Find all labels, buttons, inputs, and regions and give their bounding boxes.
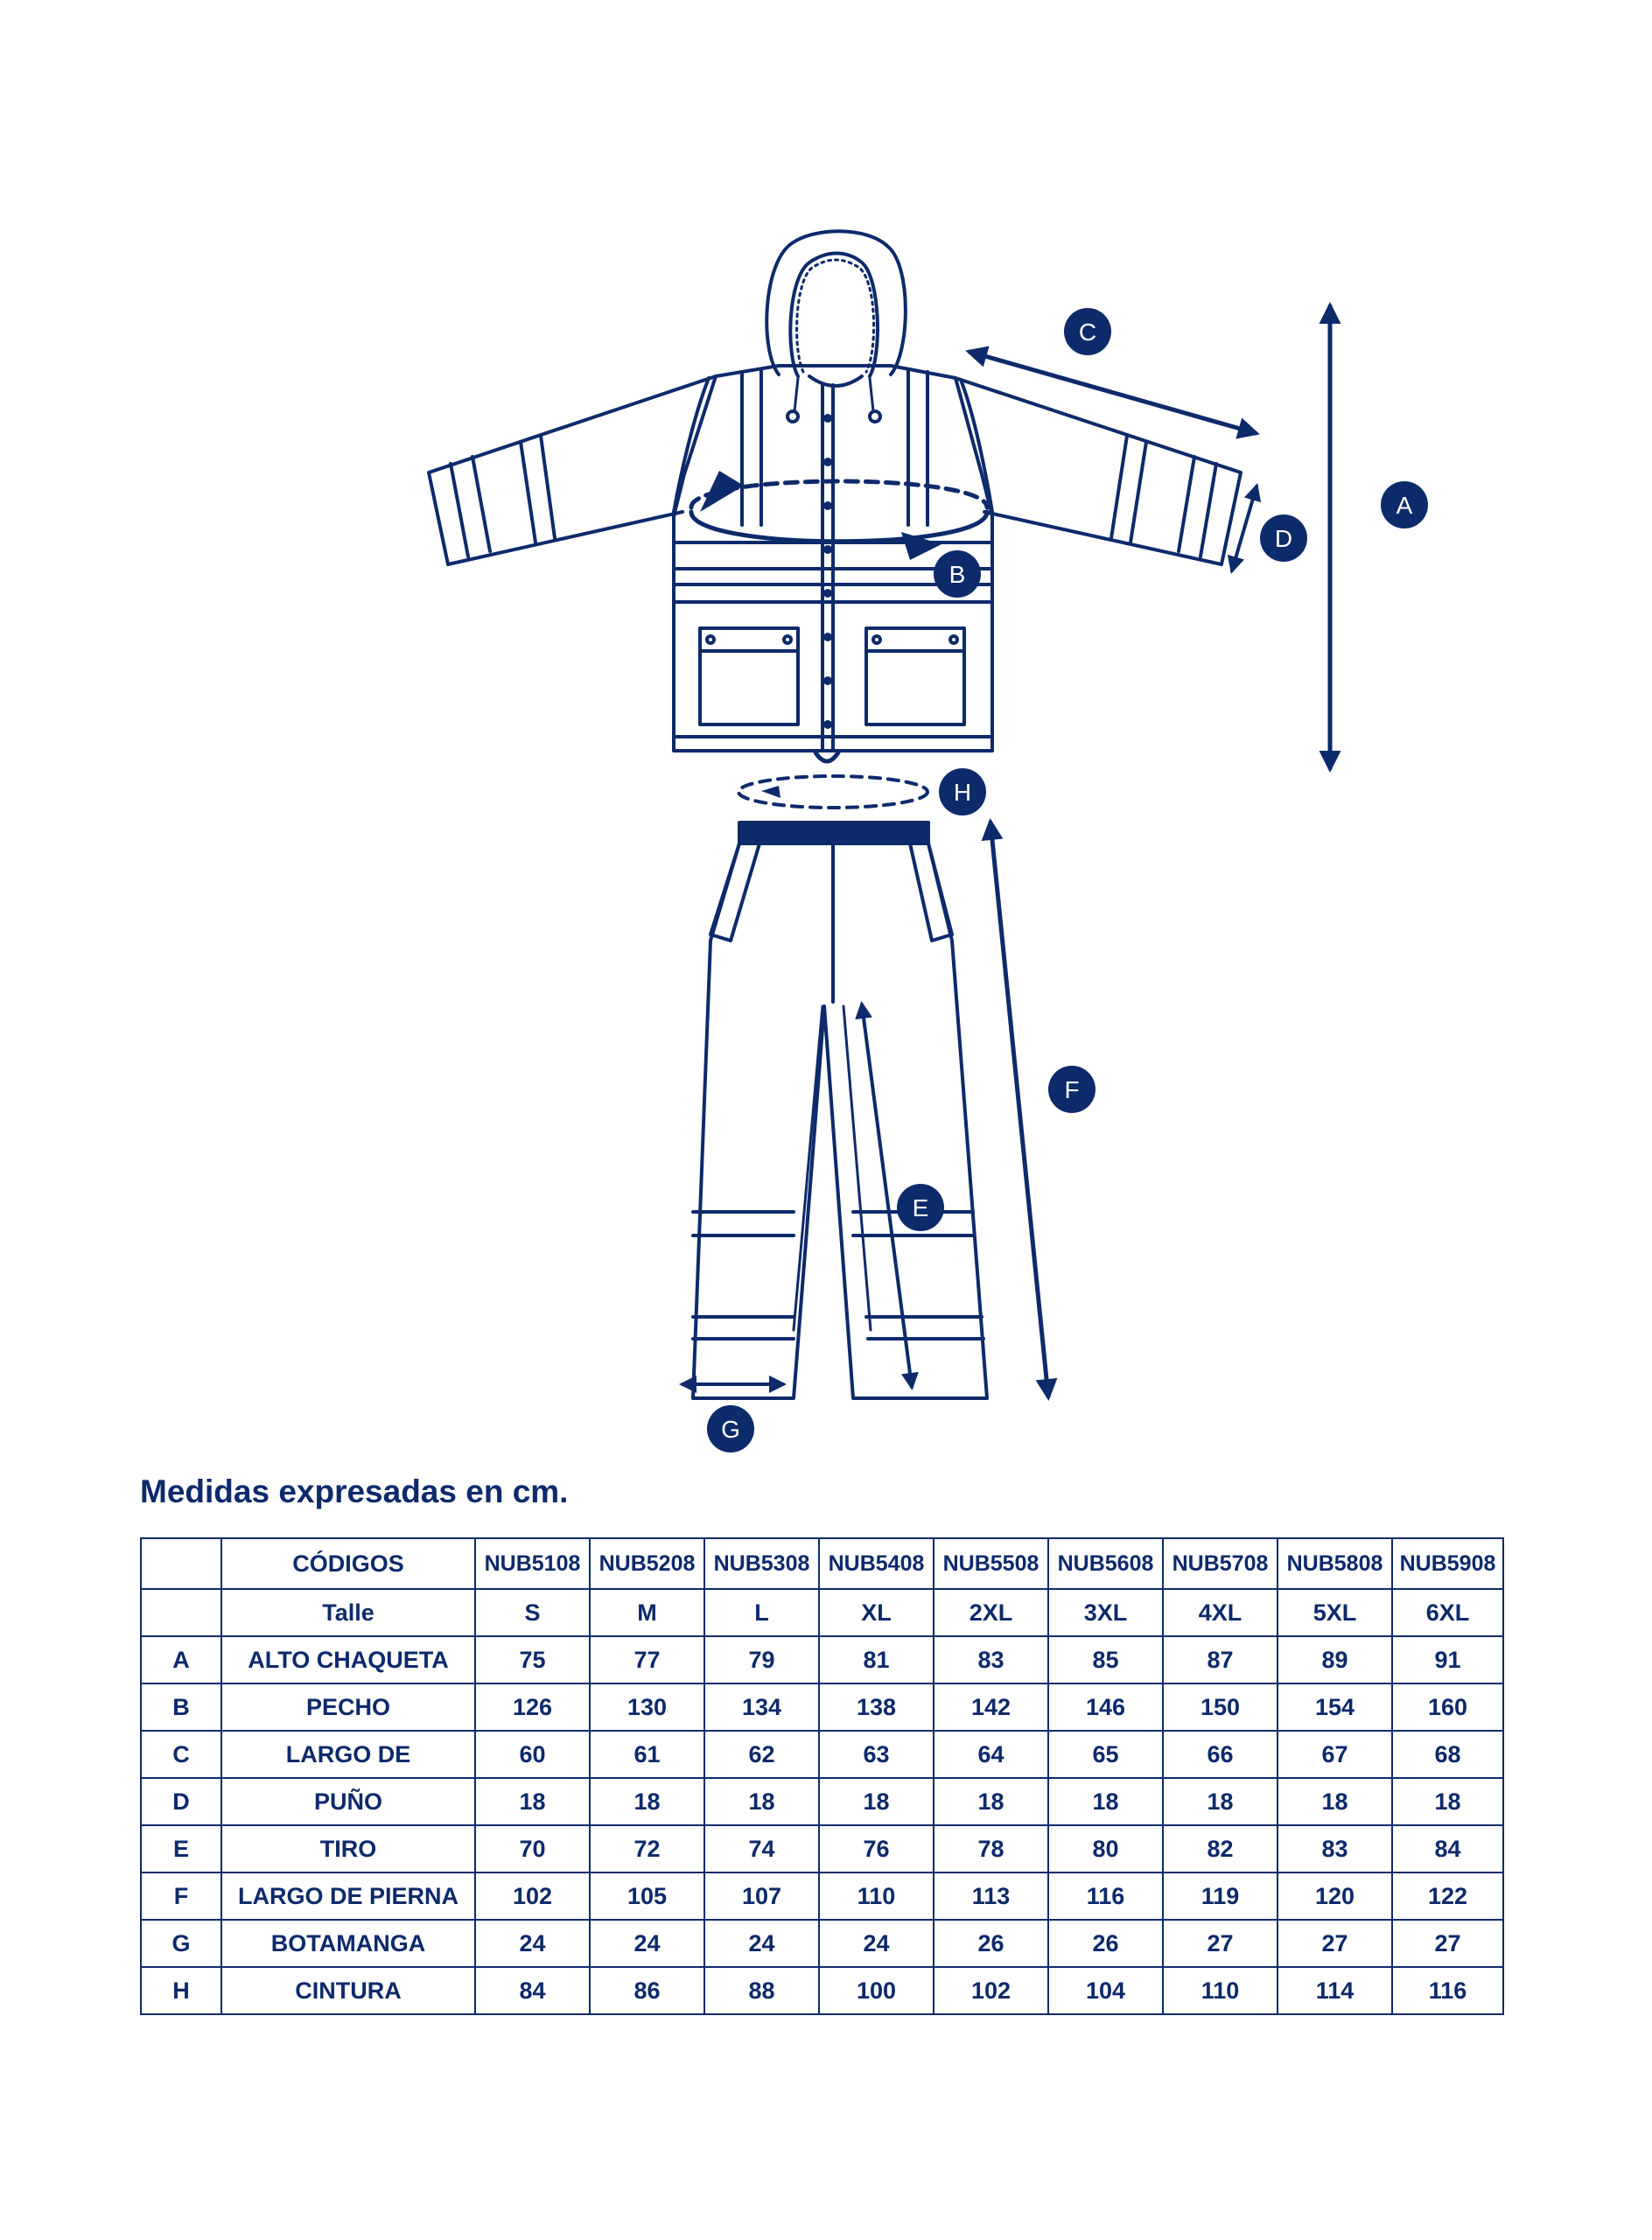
marker-f <box>1048 1066 1096 1113</box>
value-cell: 104 <box>1048 1967 1163 2014</box>
value-cell: 89 <box>1278 1636 1392 1684</box>
row-label: CINTURA <box>221 1967 475 2014</box>
code-cell: NUB5508 <box>934 1538 1048 1589</box>
row-key: B <box>141 1684 221 1731</box>
code-cell: NUB5408 <box>819 1538 934 1589</box>
value-cell: 82 <box>1163 1825 1278 1872</box>
measure-arrow-c <box>970 352 1256 433</box>
row-label: LARGO DE PIERNA <box>221 1872 475 1920</box>
value-cell: 122 <box>1392 1872 1503 1920</box>
row-key: F <box>141 1872 221 1920</box>
value-cell: 62 <box>704 1731 819 1778</box>
right-sleeve <box>956 378 1241 564</box>
row-key: D <box>141 1778 221 1825</box>
marker-e <box>897 1184 944 1231</box>
marker-h <box>939 768 986 816</box>
row-label: TIRO <box>221 1825 475 1872</box>
codes-label: CÓDIGOS <box>221 1538 475 1589</box>
row-key: A <box>141 1636 221 1684</box>
value-cell: 154 <box>1278 1684 1392 1731</box>
value-cell: 79 <box>704 1636 819 1684</box>
row-label: LARGO DE <box>221 1731 475 1778</box>
value-cell: 114 <box>1278 1967 1392 2014</box>
value-cell: 102 <box>934 1967 1048 2014</box>
code-cell: NUB5808 <box>1278 1538 1392 1589</box>
size-cell: 6XL <box>1392 1589 1503 1636</box>
value-cell: 134 <box>704 1684 819 1731</box>
value-cell: 65 <box>1048 1731 1163 1778</box>
size-cell: M <box>590 1589 704 1636</box>
value-cell: 84 <box>1392 1825 1503 1872</box>
value-cell: 83 <box>1278 1825 1392 1872</box>
codes-row <box>141 1538 1503 1589</box>
row-key: E <box>141 1825 221 1872</box>
row-key: H <box>141 1967 221 2014</box>
value-cell: 105 <box>590 1872 704 1920</box>
marker-letter-f: F <box>1064 1076 1080 1103</box>
value-cell: 67 <box>1278 1731 1392 1778</box>
value-cell: 70 <box>475 1825 590 1872</box>
empty-cell <box>141 1589 221 1636</box>
value-cell: 130 <box>590 1684 704 1731</box>
size-row <box>141 1589 1503 1636</box>
marker-letter-h: H <box>953 779 972 806</box>
value-cell: 142 <box>934 1684 1048 1731</box>
value-cell: 72 <box>590 1825 704 1872</box>
row-key: G <box>141 1920 221 1967</box>
value-cell: 88 <box>704 1967 819 2014</box>
measure-arrow-f <box>990 822 1048 1396</box>
code-cell: NUB5208 <box>590 1538 704 1589</box>
table-row <box>141 1920 1503 1967</box>
value-cell: 18 <box>475 1778 590 1825</box>
value-cell: 74 <box>704 1825 819 1872</box>
value-cell: 85 <box>1048 1636 1163 1684</box>
value-cell: 60 <box>475 1731 590 1778</box>
size-cell: 5XL <box>1278 1589 1392 1636</box>
trousers <box>693 822 987 1398</box>
marker-g <box>707 1405 754 1452</box>
value-cell: 75 <box>475 1636 590 1684</box>
value-cell: 150 <box>1163 1684 1278 1731</box>
marker-a <box>1381 481 1428 528</box>
row-label: PECHO <box>221 1684 475 1731</box>
value-cell: 160 <box>1392 1684 1503 1731</box>
value-cell: 76 <box>819 1825 934 1872</box>
marker-d <box>1260 514 1307 562</box>
marker-letter-a: A <box>1396 492 1413 519</box>
code-cell: NUB5308 <box>704 1538 819 1589</box>
table-row <box>141 1636 1503 1684</box>
value-cell: 18 <box>1392 1778 1503 1825</box>
value-cell: 110 <box>1163 1967 1278 2014</box>
value-cell: 18 <box>934 1778 1048 1825</box>
value-cell: 24 <box>704 1920 819 1967</box>
code-cell: NUB5608 <box>1048 1538 1163 1589</box>
value-cell: 18 <box>1278 1778 1392 1825</box>
value-cell: 77 <box>590 1636 704 1684</box>
size-cell: 2XL <box>934 1589 1048 1636</box>
value-cell: 24 <box>819 1920 934 1967</box>
marker-letter-b: B <box>948 561 966 588</box>
code-cell: NUB5108 <box>475 1538 590 1589</box>
table-row <box>141 1967 1503 2014</box>
value-cell: 119 <box>1163 1872 1278 1920</box>
row-key: C <box>141 1731 221 1778</box>
value-cell: 126 <box>475 1684 590 1731</box>
size-table <box>140 1537 1504 2015</box>
table-row <box>141 1778 1503 1825</box>
value-cell: 116 <box>1392 1967 1503 2014</box>
value-cell: 27 <box>1392 1920 1503 1967</box>
row-label: ALTO CHAQUETA <box>221 1636 475 1684</box>
value-cell: 78 <box>934 1825 1048 1872</box>
value-cell: 18 <box>1163 1778 1278 1825</box>
size-cell: S <box>475 1589 590 1636</box>
row-label: PUÑO <box>221 1778 475 1825</box>
value-cell: 120 <box>1278 1872 1392 1920</box>
value-cell: 87 <box>1163 1636 1278 1684</box>
table-row <box>141 1684 1503 1731</box>
marker-c <box>1064 308 1111 355</box>
value-cell: 18 <box>819 1778 934 1825</box>
value-cell: 18 <box>1048 1778 1163 1825</box>
code-cell: NUB5708 <box>1163 1538 1278 1589</box>
row-label: BOTAMANGA <box>221 1920 475 1967</box>
value-cell: 113 <box>934 1872 1048 1920</box>
value-cell: 26 <box>934 1920 1048 1967</box>
value-cell: 66 <box>1163 1731 1278 1778</box>
value-cell: 68 <box>1392 1731 1503 1778</box>
empty-cell <box>141 1538 221 1589</box>
value-cell: 83 <box>934 1636 1048 1684</box>
table-row <box>141 1825 1503 1872</box>
value-cell: 100 <box>819 1967 934 2014</box>
marker-letter-c: C <box>1078 318 1097 346</box>
value-cell: 84 <box>475 1967 590 2014</box>
value-cell: 81 <box>819 1636 934 1684</box>
hood <box>766 231 906 422</box>
value-cell: 110 <box>819 1872 934 1920</box>
code-cell: NUB5908 <box>1392 1538 1503 1589</box>
value-cell: 24 <box>475 1920 590 1967</box>
value-cell: 138 <box>819 1684 934 1731</box>
value-cell: 18 <box>590 1778 704 1825</box>
value-cell: 146 <box>1048 1684 1163 1731</box>
value-cell: 86 <box>590 1967 704 2014</box>
size-cell: 4XL <box>1163 1589 1278 1636</box>
value-cell: 24 <box>590 1920 704 1967</box>
measurements-title: Medidas expresadas en cm. <box>140 1474 569 1509</box>
marker-letter-e: E <box>912 1194 929 1222</box>
table-row <box>141 1731 1503 1778</box>
value-cell: 116 <box>1048 1872 1163 1920</box>
marker-b <box>934 550 981 598</box>
marker-letter-g: G <box>721 1416 740 1443</box>
size-cell: L <box>704 1589 819 1636</box>
value-cell: 26 <box>1048 1920 1163 1967</box>
size-label: Talle <box>221 1589 475 1636</box>
waist-measure-line <box>738 776 928 808</box>
size-cell: XL <box>819 1589 934 1636</box>
value-cell: 80 <box>1048 1825 1163 1872</box>
chest-measure-line <box>691 471 987 560</box>
value-cell: 107 <box>704 1872 819 1920</box>
value-cell: 64 <box>934 1731 1048 1778</box>
value-cell: 91 <box>1392 1636 1503 1684</box>
value-cell: 61 <box>590 1731 704 1778</box>
value-cell: 18 <box>704 1778 819 1825</box>
size-cell: 3XL <box>1048 1589 1163 1636</box>
table-row <box>141 1872 1503 1920</box>
value-cell: 27 <box>1278 1920 1392 1967</box>
value-cell: 102 <box>475 1872 590 1920</box>
value-cell: 63 <box>819 1731 934 1778</box>
value-cell: 27 <box>1163 1920 1278 1967</box>
marker-letter-d: D <box>1274 525 1293 552</box>
